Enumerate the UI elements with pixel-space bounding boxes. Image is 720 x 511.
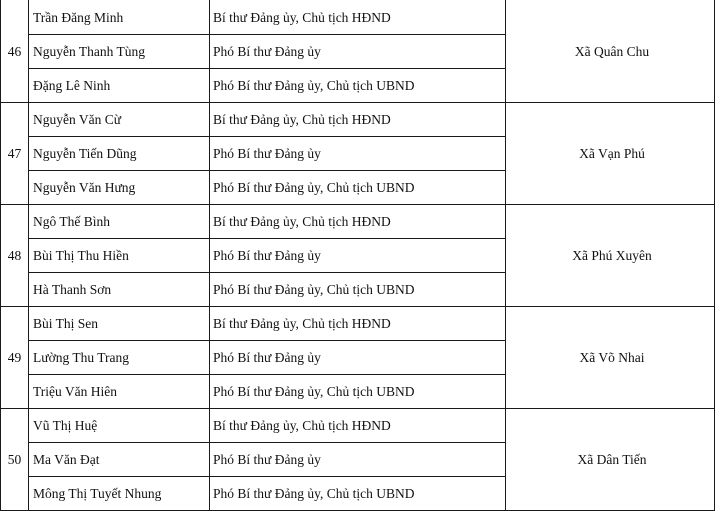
official-name: Bùi Thị Sen — [29, 307, 210, 341]
official-role: Phó Bí thư Đảng ủy, Chủ tịch UBND — [210, 171, 506, 205]
official-name: Bùi Thị Thu Hiền — [29, 239, 210, 273]
group-number: 46 — [1, 1, 29, 103]
official-role: Bí thư Đảng ủy, Chủ tịch HĐND — [210, 409, 506, 443]
official-name: Triệu Văn Hiên — [29, 375, 210, 409]
official-role: Bí thư Đảng ủy, Chủ tịch HĐND — [210, 103, 506, 137]
group-number: 48 — [1, 205, 29, 307]
official-role: Bí thư Đảng ủy, Chủ tịch HĐND — [210, 307, 506, 341]
table-row — [1, 307, 715, 341]
commune-name: Xã Dân Tiến — [506, 409, 715, 511]
official-name: Nguyễn Văn Hưng — [29, 171, 210, 205]
official-name: Nguyễn Tiến Dũng — [29, 137, 210, 171]
group-number: 47 — [1, 103, 29, 205]
official-name: Đặng Lê Ninh — [29, 69, 210, 103]
official-role: Bí thư Đảng ủy, Chủ tịch HĐND — [210, 1, 506, 35]
official-name: Ngô Thế Bình — [29, 205, 210, 239]
group-number: 50 — [1, 409, 29, 511]
official-role: Phó Bí thư Đảng ủy — [210, 239, 506, 273]
official-name: Nguyễn Văn Cừ — [29, 103, 210, 137]
official-name: Trần Đăng Minh — [29, 1, 210, 35]
official-role: Phó Bí thư Đảng ủy, Chủ tịch UBND — [210, 69, 506, 103]
official-role: Phó Bí thư Đảng ủy, Chủ tịch UBND — [210, 477, 506, 511]
official-role: Phó Bí thư Đảng ủy — [210, 443, 506, 477]
official-name: Vũ Thị Huệ — [29, 409, 210, 443]
official-role: Phó Bí thư Đảng ủy, Chủ tịch UBND — [210, 375, 506, 409]
official-name: Mông Thị Tuyết Nhung — [29, 477, 210, 511]
commune-name: Xã Vạn Phú — [506, 103, 715, 205]
commune-name: Xã Quân Chu — [506, 1, 715, 103]
official-role: Bí thư Đảng ủy, Chủ tịch HĐND — [210, 205, 506, 239]
table-row — [1, 205, 715, 239]
group-number: 49 — [1, 307, 29, 409]
official-role: Phó Bí thư Đảng ủy — [210, 341, 506, 375]
commune-name: Xã Phú Xuyên — [506, 205, 715, 307]
official-role: Phó Bí thư Đảng ủy — [210, 137, 506, 171]
official-name: Ma Văn Đạt — [29, 443, 210, 477]
official-role: Phó Bí thư Đảng ủy — [210, 35, 506, 69]
officials-table-body — [1, 1, 715, 511]
commune-name: Xã Võ Nhai — [506, 307, 715, 409]
table-row — [1, 1, 715, 35]
official-name: Hà Thanh Sơn — [29, 273, 210, 307]
official-name: Lường Thu Trang — [29, 341, 210, 375]
table-row — [1, 409, 715, 443]
official-name: Nguyễn Thanh Tùng — [29, 35, 210, 69]
official-role: Phó Bí thư Đảng ủy, Chủ tịch UBND — [210, 273, 506, 307]
table-row — [1, 103, 715, 137]
